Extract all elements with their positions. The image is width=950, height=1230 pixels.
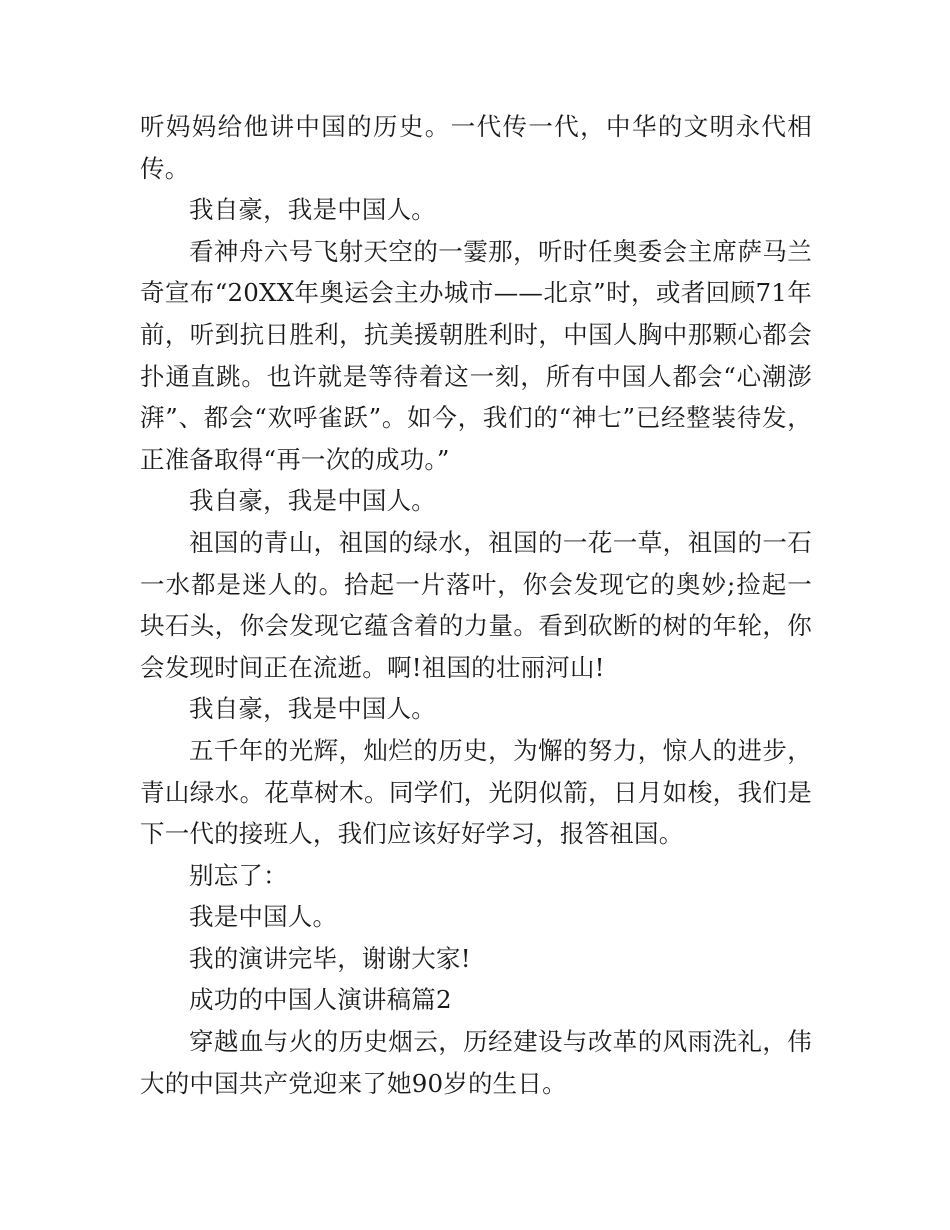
paragraph-proud-3: 我自豪，我是中国人。 — [189, 694, 436, 724]
paragraph-dont-forget: 别忘了： — [189, 860, 288, 890]
paragraph-proud-2: 我自豪，我是中国人。 — [189, 486, 436, 516]
document-page — [140, 106, 812, 1104]
paragraph-closing-thanks: 我的演讲完毕，谢谢大家! — [189, 943, 471, 973]
paragraph-party-90th: 穿越血与火的历史烟云，历经建设与改革的风雨洗礼，伟大的中国共产党迎来了她90岁的生日。 — [140, 1027, 812, 1098]
paragraph-five-thousand-years: 五千年的光辉，灿烂的历史，为懈的努力，惊人的进步，青山绿水。花草树木。同学们，光阴似箭，日月如梭，我们是下一代的接班人，我们应该好好学习，报答祖国。 — [140, 735, 812, 849]
paragraph-motherland-landscape: 祖国的青山，祖国的绿水，祖国的一花一草，祖国的一石一水都是迷人的。拾起一片落叶，你会发现它的奥妙;捡起一块石头，你会发现它蕴含着的力量。看到砍断的树的年轮，你会发现时间正在流逝。啊!祖国的壮丽河山! — [140, 527, 812, 682]
paragraph-shenzhou-olympics: 看神舟六号飞射天空的一霎那，听时任奥委会主席萨马兰奇宣布“20XX年奥运会主办城市——北京”时，或者回顾71年前，听到抗日胜利，抗美援朝胜利时，中国人胸中那颗心都会扑通直跳。也许就是等待着这一刻，所有中国人都会“心潮澎湃”、都会“欢呼雀跃”。如今，我们的“神七”已经整装待发，正准备取得“再一次的成功。” — [140, 236, 812, 474]
paragraph-proud-1: 我自豪，我是中国人。 — [189, 195, 436, 225]
section-heading-speech-2: 成功的中国人演讲稿篇2 — [189, 985, 452, 1015]
paragraph-i-am-chinese: 我是中国人。 — [189, 902, 338, 932]
paragraph-history-continuation: 听妈妈给他讲中国的历史。一代传一代，中华的文明永代相传。 — [140, 112, 812, 183]
